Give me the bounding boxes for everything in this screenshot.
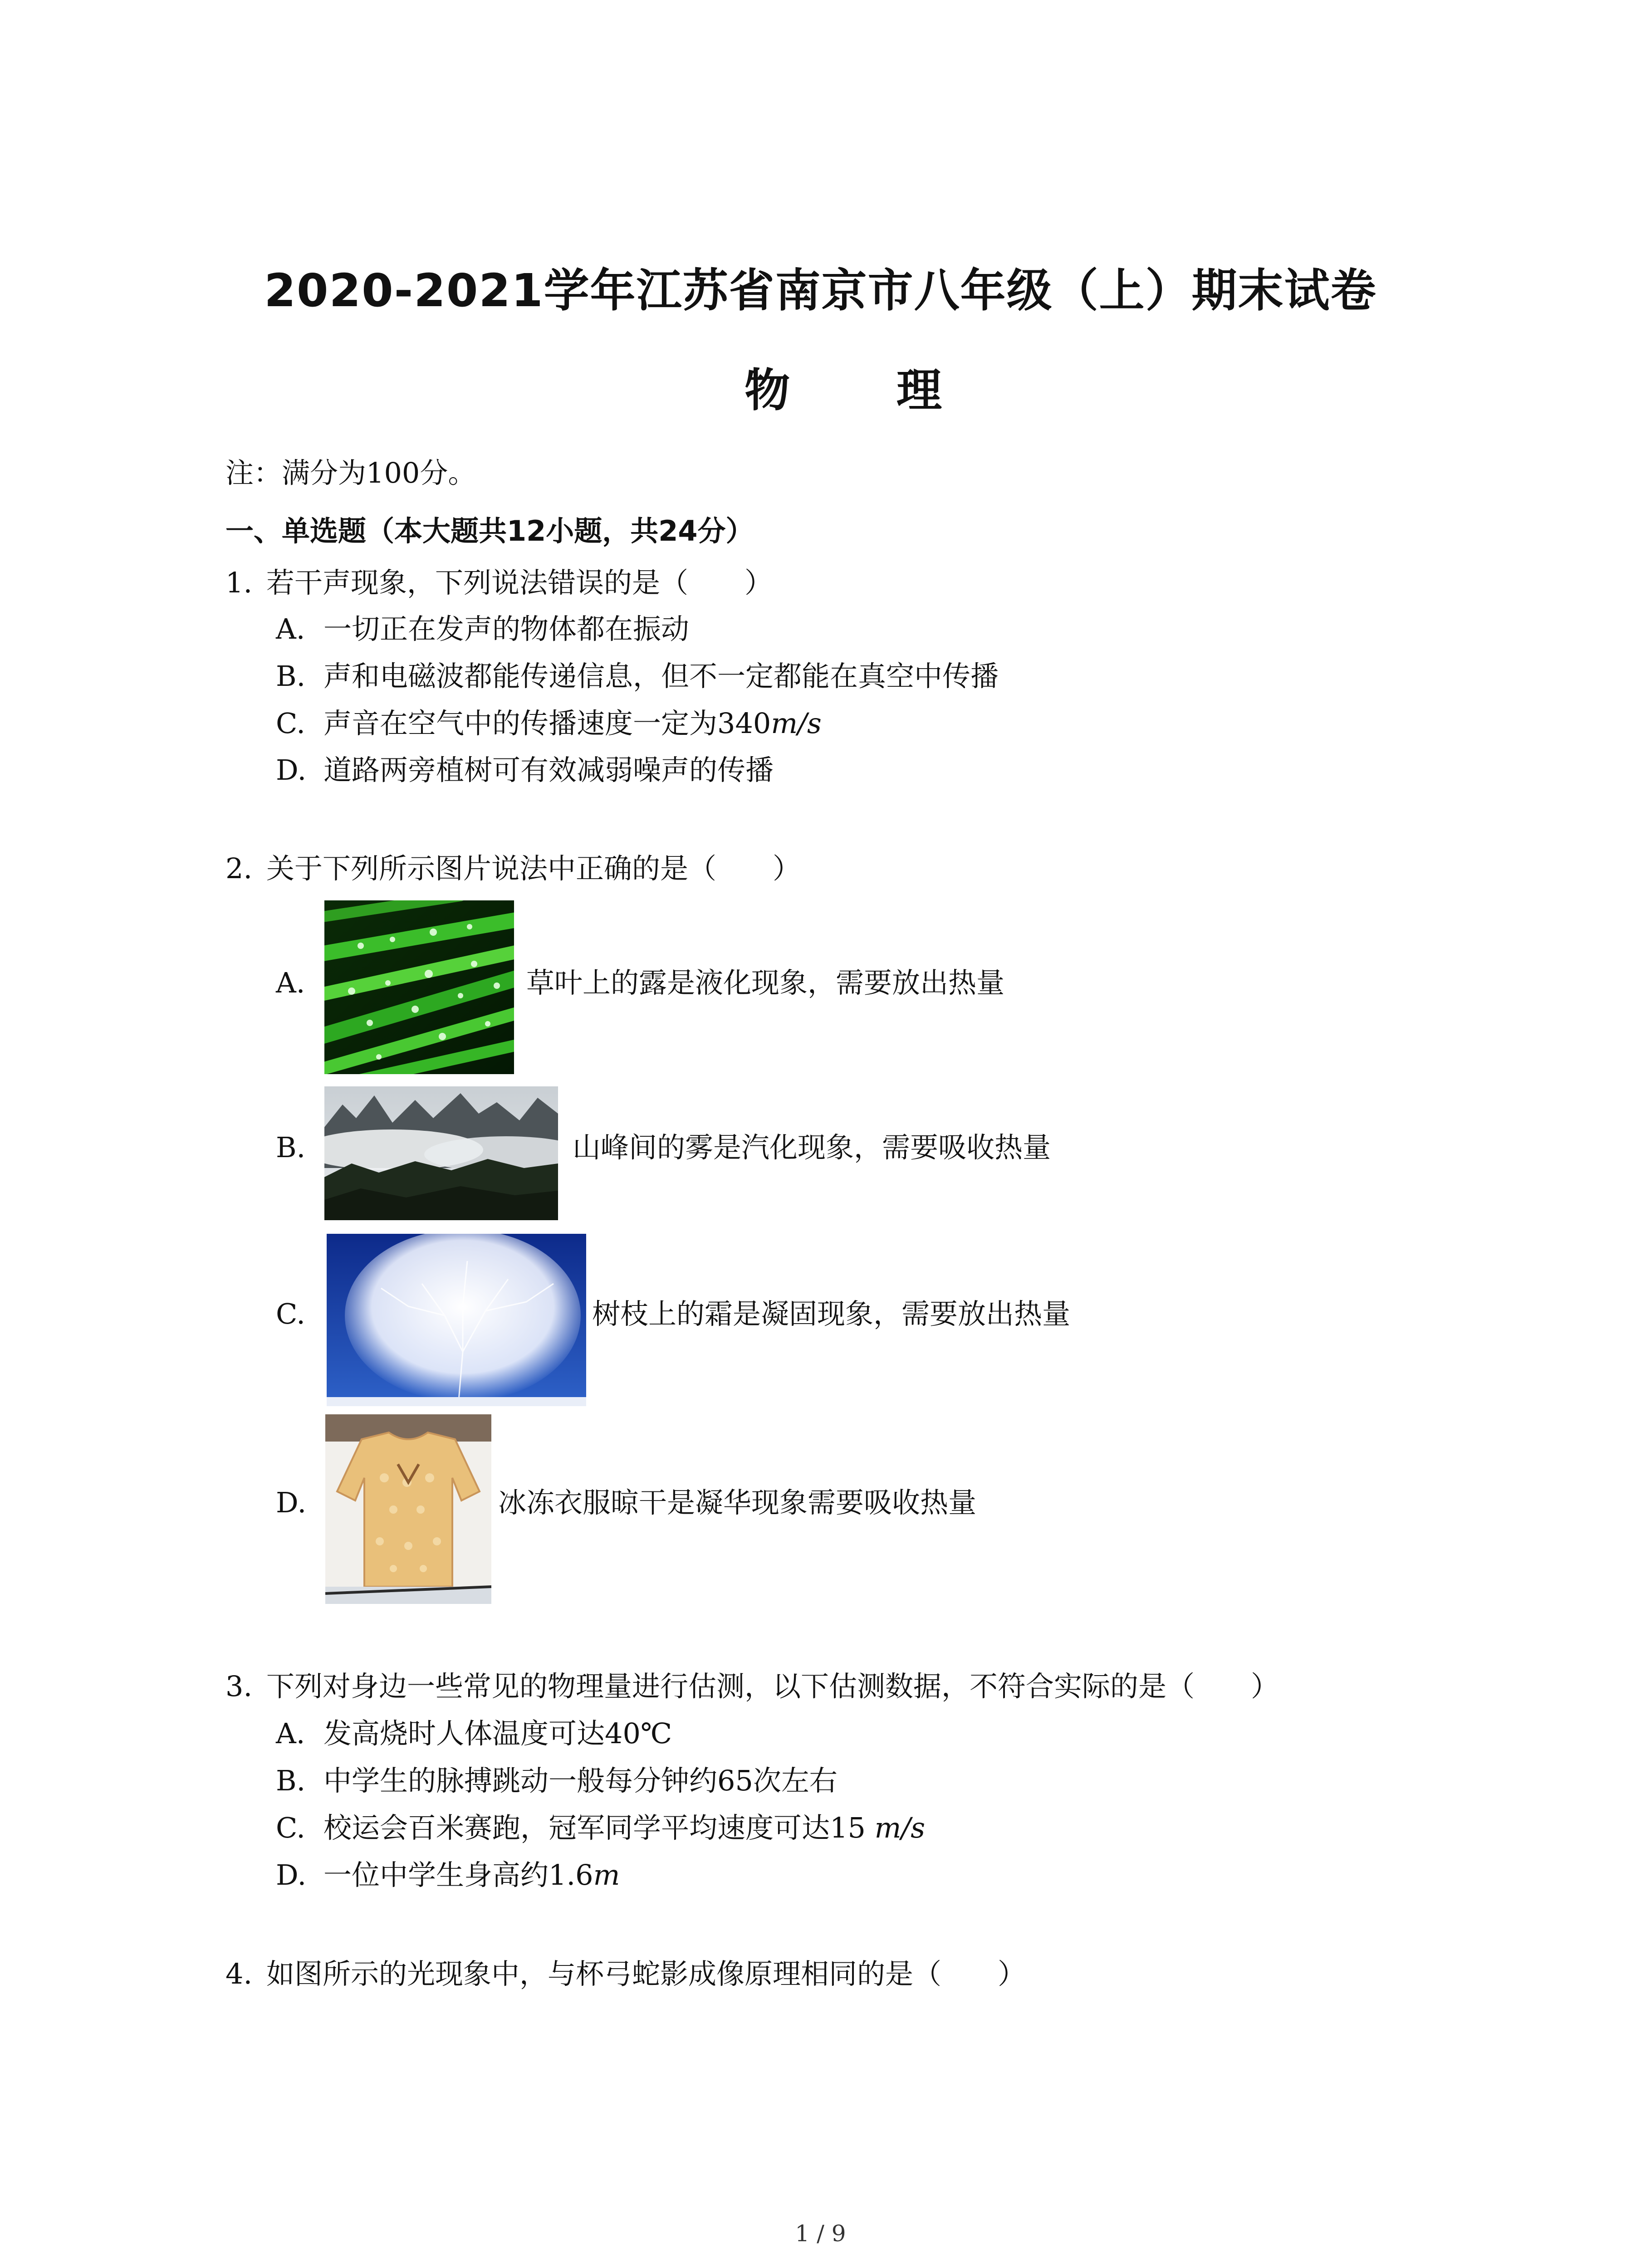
q3-option-c [276,1808,925,1848]
q2-option-c-label: C. [276,1297,305,1330]
question-number: 2. [225,852,253,885]
subject-title: 物 理 [745,364,987,417]
q3-option-a [276,1713,672,1754]
option-text: 一位中学生身高约1.6 [323,1858,593,1892]
q2-option-c-text: 树枝上的霜是凝固现象，需要放出热量 [592,1297,1071,1330]
dew-on-grass-image [324,900,514,1074]
option-label: C. [276,1811,305,1844]
option-text: 中学生的脉搏跳动一般每分钟约65次左右 [323,1764,838,1797]
question-number: 3. [225,1670,253,1703]
page-title: 2020-2021学年江苏省南京市八年级（上）期末试卷 [264,264,1377,317]
option-text: 发高烧时人体温度可达40℃ [323,1717,672,1750]
question-4-stem [225,1954,1026,1994]
q3-option-d [276,1855,620,1896]
option-text: 声和电磁波都能传递信息，但不一定都能在真空中传播 [323,660,999,693]
option-label: D. [276,1858,307,1892]
q3-option-b [276,1760,838,1801]
q1-option-d [276,750,774,791]
q2-option-b-label: B. [276,1131,306,1164]
q1-option-a [276,609,689,650]
option-unit: m [593,1858,620,1892]
page-number: 1 / 9 [795,2220,846,2247]
option-label: A. [276,612,305,645]
q2-option-b-text: 山峰间的雾是汽化现象，需要吸收热量 [573,1131,1051,1164]
question-2-stem [225,848,801,889]
question-number: 1. [225,566,253,599]
section-heading: 一、单选题（本大题共12小题，共24分） [225,514,754,547]
q1-option-c [276,703,822,744]
q1-option-b [276,656,999,697]
option-label: B. [276,1764,306,1797]
q2-option-a-label: A. [276,966,305,999]
question-1-stem [225,562,773,603]
option-text: 道路两旁植树可有效减弱噪声的传播 [323,753,774,787]
option-label: A. [276,1717,305,1750]
frost-tree-image [327,1234,586,1406]
question-text: 如图所示的光现象中，与杯弓蛇影成像原理相同的是（ ） [266,1957,1026,1990]
option-label: C. [276,707,305,740]
option-text: 一切正在发声的物体都在振动 [323,612,690,645]
frozen-sweater-image [325,1414,491,1604]
q2-option-d-label: D. [276,1486,307,1519]
option-label: D. [276,753,307,787]
q2-option-d-text: 冰冻衣服晾干是凝华现象需要吸收热量 [498,1486,977,1519]
option-text: 声音在空气中的传播速度一定为340 [323,707,771,740]
q2-option-a-text: 草叶上的露是液化现象，需要放出热量 [526,966,1005,999]
option-label: B. [276,660,306,693]
score-note: 注：满分为100分。 [225,456,476,489]
option-unit: m/s [771,707,822,740]
question-text: 关于下列所示图片说法中正确的是（ ） [266,852,801,885]
question-3-stem [225,1666,1279,1707]
question-text: 下列对身边一些常见的物理量进行估测，以下估测数据，不符合实际的是（ ） [266,1670,1279,1703]
fog-mountains-image [324,1086,558,1220]
question-number: 4. [225,1957,253,1990]
option-unit: m/s [874,1811,926,1844]
option-text: 校运会百米赛跑，冠军同学平均速度可达15 [323,1811,875,1844]
question-text: 若干声现象，下列说法错误的是（ ） [266,566,773,599]
